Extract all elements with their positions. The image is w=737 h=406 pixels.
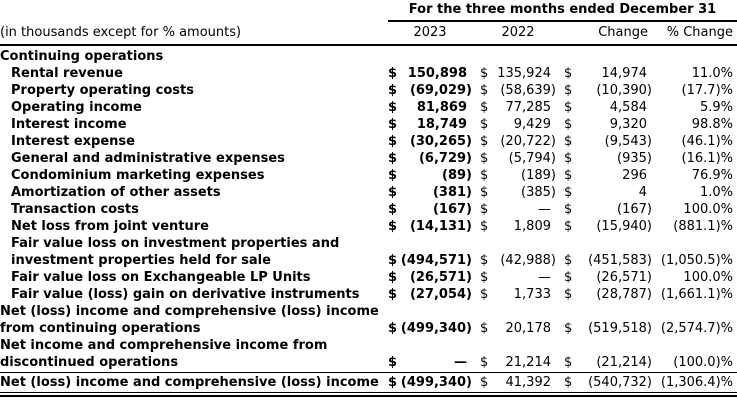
row-label-line1: Operating income [11,100,142,115]
row-label-line1: Net (loss) income and comprehensive (loss) income [0,375,379,390]
table-row [0,269,737,286]
row-label [0,82,388,99]
value-change [564,133,652,150]
column-header-2023: 2023 [413,25,447,40]
value-2022 [480,320,556,337]
value-2023-value: (167) [432,202,472,217]
value-2022-value: 77,285 [505,100,551,115]
currency-symbol: $ [564,168,573,183]
value-2022 [480,150,556,167]
row-label [0,201,388,218]
table-row [0,337,737,371]
period-header-row [0,0,737,22]
value-2022 [480,218,556,235]
row-label-line1: Condominium marketing expenses [11,168,265,183]
row-label [0,286,388,303]
value-change-value: (26,571) [596,270,652,285]
currency-symbol: $ [564,100,573,115]
value-2022-value: (189) [521,168,556,183]
value-change [564,99,652,116]
currency-symbol: $ [480,134,489,149]
currency-symbol: $ [388,100,398,115]
row-label-line1: Net (loss) income and comprehensive (loss) income [0,304,379,319]
currency-symbol: $ [388,375,398,390]
value-pct-change: (1,306.4)% [660,375,733,390]
value-change [564,286,652,303]
value-pct-change: 100.0% [683,270,733,285]
value-2022-value: — [538,270,551,285]
currency-symbol: $ [480,100,489,115]
row-label [0,337,388,371]
row-label [0,48,388,65]
table-row [0,167,737,184]
currency-symbol: $ [564,202,573,217]
value-2022 [480,201,556,218]
row-label [0,235,388,269]
currency-symbol: $ [388,151,398,166]
row-label-line1: Property operating costs [11,83,194,98]
value-2022 [480,269,556,286]
currency-symbol: $ [388,270,398,285]
row-label [0,150,388,167]
table-row [0,201,737,218]
currency-symbol: $ [564,83,573,98]
value-pct-change: (46.1)% [681,134,733,149]
currency-symbol: $ [480,151,489,166]
row-label-line1: Fair value loss on Exchangeable LP Units [11,270,311,285]
table-row [0,372,737,393]
value-2023-value: 81,869 [416,100,467,115]
value-2023 [388,354,472,371]
row-label-line1: Interest expense [11,134,135,149]
currency-symbol: $ [480,355,489,370]
currency-symbol: $ [564,270,573,285]
value-change [564,201,652,218]
value-change-value: (28,787) [596,287,652,302]
currency-symbol: $ [480,219,489,234]
value-2023-value: 150,898 [407,66,467,81]
row-label-line1: Fair value (loss) gain on derivative instruments [11,287,360,302]
value-change-value: (519,518) [588,321,652,336]
value-change-value: (15,940) [596,219,652,234]
currency-symbol: $ [564,151,573,166]
value-2022 [480,133,556,150]
section-row [0,48,737,65]
value-2022-value: (58,639) [500,83,556,98]
value-2022 [480,65,556,82]
value-2023-value: (30,265) [409,134,472,149]
column-header-2022: 2022 [501,25,535,40]
currency-symbol: $ [480,185,489,200]
value-2022 [480,252,556,269]
currency-symbol: $ [388,117,398,132]
period-header: For the three months ended December 31 [388,1,737,22]
value-2023 [388,320,472,337]
table-row [0,235,737,269]
value-2022-value: (5,794) [508,151,556,166]
currency-symbol: $ [480,117,489,132]
value-2022-value: 135,924 [497,66,551,81]
value-2022-value: 20,178 [505,321,551,336]
value-2023 [388,374,472,391]
table-row [0,303,737,337]
value-2022-value: 9,429 [513,117,551,132]
currency-symbol: $ [388,185,398,200]
column-header-row [0,22,737,46]
value-2022 [480,167,556,184]
value-2022 [480,99,556,116]
currency-symbol: $ [388,253,398,268]
value-2023 [388,184,472,201]
value-2023 [388,218,472,235]
value-change-value: 9,320 [609,117,647,132]
currency-symbol: $ [564,321,573,336]
value-change [564,65,652,82]
row-label [0,218,388,235]
value-2023-value: (69,029) [409,83,472,98]
value-change-value: 4 [638,185,647,200]
table-row [0,99,737,116]
value-change [564,167,652,184]
value-2023 [388,150,472,167]
row-label [0,374,388,391]
currency-symbol: $ [388,219,398,234]
row-label [0,184,388,201]
currency-symbol: $ [388,168,398,183]
value-2023-value: — [454,355,467,370]
value-pct-change: 11.0% [691,66,733,81]
currency-symbol: $ [564,287,573,302]
currency-symbol: $ [564,66,573,81]
row-label-line1: General and administrative expenses [11,151,285,166]
value-2023-value: (89) [442,168,472,183]
currency-symbol: $ [480,321,489,336]
row-label [0,65,388,82]
currency-symbol: $ [564,134,573,149]
value-change [564,374,652,391]
row-label-line1: Net income and comprehensive income from [0,338,328,353]
row-label-line1: Amortization of other assets [11,185,221,200]
value-2023 [388,116,472,133]
value-2023-value: (494,571) [400,253,472,268]
value-2023 [388,133,472,150]
value-change [564,269,652,286]
value-2022 [480,184,556,201]
row-label [0,269,388,286]
value-pct-change: (1,661.1)% [660,287,733,302]
currency-symbol: $ [388,321,398,336]
currency-symbol: $ [480,66,489,81]
value-2022-value: 1,733 [513,287,551,302]
value-change-value: (935) [617,151,652,166]
value-change [564,218,652,235]
value-2023-value: (27,054) [409,287,472,302]
currency-symbol: $ [564,253,573,268]
currency-symbol: $ [564,355,573,370]
currency-symbol: $ [564,375,573,390]
row-label-line2: discontinued operations [0,355,179,370]
value-2023 [388,99,472,116]
value-2023-value: (381) [432,185,472,200]
value-2022 [480,354,556,371]
value-2023-value: (26,571) [409,270,472,285]
value-2023 [388,252,472,269]
units-note: (in thousands except for % amounts) [0,25,242,40]
value-pct-change: (100.0)% [673,355,733,370]
currency-symbol: $ [480,202,489,217]
value-2022-value: 21,214 [505,355,551,370]
row-label-line1: Interest income [11,117,127,132]
value-pct-change: 76.9% [691,168,733,183]
currency-symbol: $ [388,83,398,98]
value-2023-value: (499,340) [400,375,472,390]
column-header-pct-change: % Change [666,25,733,40]
row-label [0,303,388,337]
row-label [0,99,388,116]
value-pct-change: 100.0% [683,202,733,217]
value-change [564,252,652,269]
value-2023 [388,201,472,218]
currency-symbol: $ [388,202,398,217]
value-change [564,184,652,201]
value-pct-change: (2,574.7)% [660,321,733,336]
value-2022-value: (20,722) [500,134,556,149]
currency-symbol: $ [480,253,489,268]
value-change-value: (167) [617,202,652,217]
value-2022 [480,374,556,391]
bottom-double-rule [0,395,737,397]
row-label [0,133,388,150]
currency-symbol: $ [480,168,489,183]
value-pct-change: 98.8% [691,117,733,132]
value-change-value: (10,390) [596,83,652,98]
value-change-value: (9,543) [604,134,652,149]
currency-symbol: $ [388,355,398,370]
value-2023 [388,82,472,99]
value-change-value: (451,583) [588,253,652,268]
value-2023-value: (14,131) [409,219,472,234]
value-change-value: 14,974 [601,66,647,81]
table-row [0,218,737,235]
value-2022 [480,286,556,303]
value-2023-value: 18,749 [416,117,467,132]
value-pct-change: (1,050.5)% [660,253,733,268]
row-label-line1: Rental revenue [11,66,123,81]
currency-symbol: $ [480,375,489,390]
table-row [0,150,737,167]
table-row [0,286,737,303]
value-change [564,116,652,133]
value-2023 [388,286,472,303]
value-pct-change: (17.7)% [681,83,733,98]
table-row [0,65,737,82]
table-row [0,133,737,150]
value-pct-change: 1.0% [699,185,733,200]
value-2022-value: — [538,202,551,217]
value-pct-change: 5.9% [699,100,733,115]
table-row [0,82,737,99]
value-2023-value: (6,729) [418,151,472,166]
value-2022-value: (385) [521,185,556,200]
table-row [0,116,737,133]
row-label [0,167,388,184]
value-2022 [480,82,556,99]
value-change [564,82,652,99]
row-label-line2: from continuing operations [0,321,201,336]
currency-symbol: $ [480,287,489,302]
row-label [0,116,388,133]
value-change [564,320,652,337]
value-2022 [480,116,556,133]
currency-symbol: $ [480,83,489,98]
currency-symbol: $ [388,134,398,149]
row-label-line1: Net loss from joint venture [11,219,209,234]
value-change [564,354,652,371]
value-change [564,150,652,167]
value-2022-value: 41,392 [505,375,551,390]
column-header-change: Change [598,25,648,40]
currency-symbol: $ [480,270,489,285]
value-change-value: (540,732) [588,375,652,390]
currency-symbol: $ [564,185,573,200]
row-label-line2: investment properties held for sale [11,253,271,268]
value-change-value: 296 [622,168,647,183]
value-pct-change: (16.1)% [681,151,733,166]
currency-symbol: $ [564,219,573,234]
value-change-value: 4,584 [609,100,647,115]
currency-symbol: $ [388,66,398,81]
value-2023 [388,269,472,286]
currency-symbol: $ [564,117,573,132]
row-label-line1: Fair value loss on investment properties and [11,236,340,251]
table-body [0,46,737,393]
value-2022-value: 1,809 [513,219,551,234]
value-2023 [388,65,472,82]
table-row [0,184,737,201]
value-pct-change: (881.1)% [673,219,733,234]
currency-symbol: $ [388,287,398,302]
row-label-line1: Transaction costs [11,202,139,217]
value-2023-value: (499,340) [400,321,472,336]
row-label-line1: Continuing operations [0,49,164,64]
value-2022-value: (42,988) [500,253,556,268]
value-2023 [388,167,472,184]
value-change-value: (21,214) [596,355,652,370]
